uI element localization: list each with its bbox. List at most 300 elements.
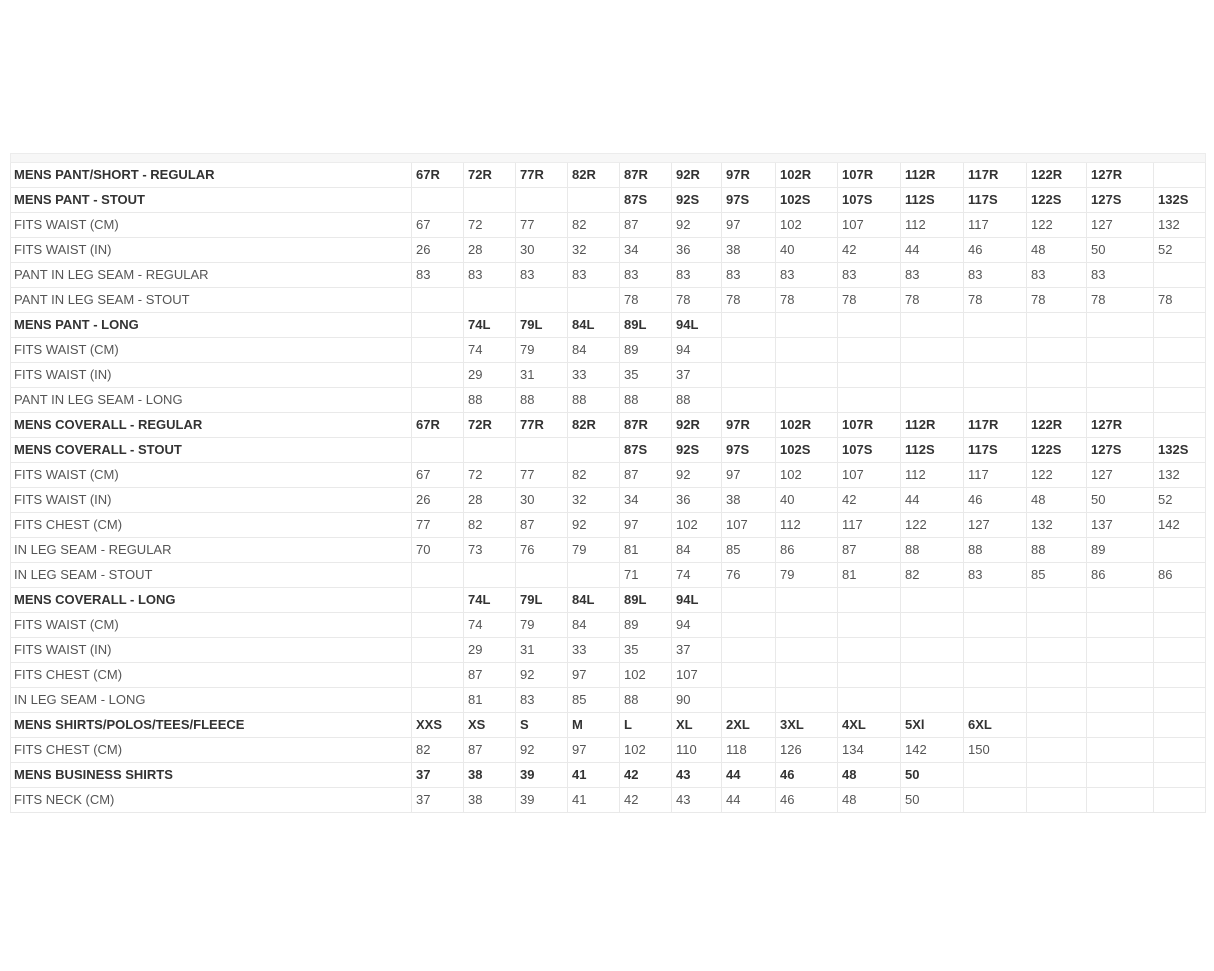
size-cell (901, 613, 964, 638)
size-cell: 110 (672, 738, 722, 763)
size-cell: 90 (672, 688, 722, 713)
size-cell: 92 (516, 663, 568, 688)
size-cell: 92 (516, 738, 568, 763)
row-label: MENS PANT - LONG (11, 313, 412, 338)
size-cell (901, 388, 964, 413)
table-row (11, 513, 1206, 538)
size-cell (412, 613, 464, 638)
size-cell (464, 188, 516, 213)
size-cell: 122S (1027, 438, 1087, 463)
size-cell (901, 688, 964, 713)
size-cell: 88 (1027, 538, 1087, 563)
size-cell: 102S (776, 438, 838, 463)
size-cell: 32 (568, 238, 620, 263)
size-cell: 46 (964, 488, 1027, 513)
size-cell: 72 (464, 213, 516, 238)
size-cell: 32 (568, 488, 620, 513)
table-header-strip-cell (11, 154, 1206, 163)
size-cell: 48 (1027, 238, 1087, 263)
row-label: FITS WAIST (CM) (11, 213, 412, 238)
size-cell (838, 638, 901, 663)
row-label: IN LEG SEAM - LONG (11, 688, 412, 713)
size-cell: 74L (464, 588, 516, 613)
size-cell (838, 588, 901, 613)
size-cell: 28 (464, 238, 516, 263)
size-cell: 83 (672, 263, 722, 288)
size-cell (412, 588, 464, 613)
row-label: MENS PANT - STOUT (11, 188, 412, 213)
row-label: FITS NECK (CM) (11, 788, 412, 813)
size-cell: 134 (838, 738, 901, 763)
size-cell: 117R (964, 163, 1027, 188)
size-cell (516, 288, 568, 313)
size-cell: 41 (568, 763, 620, 788)
size-cell: 84 (568, 338, 620, 363)
size-cell: 82 (901, 563, 964, 588)
size-cell: 81 (620, 538, 672, 563)
size-cell: 83 (964, 563, 1027, 588)
size-cell (1087, 363, 1154, 388)
size-cell: 85 (568, 688, 620, 713)
size-cell: 43 (672, 788, 722, 813)
size-cell (1154, 413, 1206, 438)
section-header-row (11, 713, 1206, 738)
size-cell (838, 688, 901, 713)
size-chart-table (10, 153, 1206, 813)
size-cell: 78 (672, 288, 722, 313)
size-cell (1087, 588, 1154, 613)
size-cell: 102R (776, 163, 838, 188)
size-cell: 83 (964, 263, 1027, 288)
size-chart-body (11, 163, 1206, 813)
size-cell (1027, 663, 1087, 688)
table-row (11, 463, 1206, 488)
size-cell: 70 (412, 538, 464, 563)
size-cell: 127R (1087, 413, 1154, 438)
row-label: IN LEG SEAM - STOUT (11, 563, 412, 588)
size-cell: 122 (1027, 213, 1087, 238)
size-cell (412, 563, 464, 588)
size-cell: 82 (568, 213, 620, 238)
size-cell (568, 563, 620, 588)
size-cell: 87 (620, 213, 672, 238)
size-cell: 78 (964, 288, 1027, 313)
size-cell (1154, 588, 1206, 613)
size-cell: 52 (1154, 238, 1206, 263)
size-cell (838, 313, 901, 338)
size-chart-section (10, 153, 1206, 813)
size-cell: 44 (901, 238, 964, 263)
size-cell: 36 (672, 238, 722, 263)
size-cell: 107 (838, 463, 901, 488)
table-row (11, 788, 1206, 813)
size-cell (1154, 713, 1206, 738)
size-cell (776, 388, 838, 413)
size-cell: 87S (620, 188, 672, 213)
size-cell: 88 (464, 388, 516, 413)
size-cell (964, 613, 1027, 638)
size-cell (901, 588, 964, 613)
size-cell: 107 (672, 663, 722, 688)
size-cell (1087, 688, 1154, 713)
size-cell (901, 363, 964, 388)
size-cell: 118 (722, 738, 776, 763)
row-label: FITS WAIST (CM) (11, 463, 412, 488)
size-cell: 84L (568, 313, 620, 338)
size-cell: 127S (1087, 188, 1154, 213)
size-cell: 50 (1087, 238, 1154, 263)
size-cell: 79 (568, 538, 620, 563)
size-cell (1027, 688, 1087, 713)
size-cell: 88 (964, 538, 1027, 563)
size-cell: 38 (464, 763, 516, 788)
size-cell: 46 (776, 788, 838, 813)
size-cell (1087, 313, 1154, 338)
row-label: FITS CHEST (CM) (11, 738, 412, 763)
size-cell (901, 663, 964, 688)
size-cell: 81 (838, 563, 901, 588)
row-label: PANT IN LEG SEAM - STOUT (11, 288, 412, 313)
size-cell (1154, 763, 1206, 788)
size-cell (1027, 588, 1087, 613)
size-cell: 83 (516, 263, 568, 288)
size-cell: 87 (838, 538, 901, 563)
size-cell: 87R (620, 413, 672, 438)
row-label: PANT IN LEG SEAM - LONG (11, 388, 412, 413)
size-cell: 87 (464, 738, 516, 763)
size-cell (776, 638, 838, 663)
size-cell: 132 (1154, 463, 1206, 488)
size-cell: 86 (776, 538, 838, 563)
size-cell: 67 (412, 213, 464, 238)
size-cell: 126 (776, 738, 838, 763)
size-cell (1087, 763, 1154, 788)
size-cell (516, 563, 568, 588)
size-cell: 88 (620, 688, 672, 713)
size-cell (776, 313, 838, 338)
size-cell: 38 (722, 238, 776, 263)
size-cell: 79L (516, 313, 568, 338)
size-cell: 107S (838, 188, 901, 213)
size-cell (722, 313, 776, 338)
size-cell: 117 (964, 463, 1027, 488)
size-cell: 107 (722, 513, 776, 538)
size-cell (464, 563, 516, 588)
size-cell: 89L (620, 588, 672, 613)
size-cell: 37 (412, 763, 464, 788)
size-cell: 97 (722, 213, 776, 238)
size-cell (776, 338, 838, 363)
size-cell: 78 (838, 288, 901, 313)
row-label: FITS WAIST (IN) (11, 488, 412, 513)
row-label: MENS COVERALL - REGULAR (11, 413, 412, 438)
size-cell: 34 (620, 238, 672, 263)
size-cell: 67 (412, 463, 464, 488)
section-header-row (11, 438, 1206, 463)
row-label: FITS WAIST (IN) (11, 638, 412, 663)
row-label: MENS COVERALL - STOUT (11, 438, 412, 463)
size-cell: 41 (568, 788, 620, 813)
row-label: MENS PANT/SHORT - REGULAR (11, 163, 412, 188)
size-cell (722, 688, 776, 713)
size-cell: 74 (464, 338, 516, 363)
size-cell: 83 (1087, 263, 1154, 288)
size-cell: 28 (464, 488, 516, 513)
size-cell: 94 (672, 613, 722, 638)
size-cell: 82R (568, 163, 620, 188)
table-row (11, 338, 1206, 363)
size-cell: 52 (1154, 488, 1206, 513)
size-cell (1154, 788, 1206, 813)
size-cell: M (568, 713, 620, 738)
size-cell (901, 313, 964, 338)
size-cell: 78 (620, 288, 672, 313)
size-cell (1154, 313, 1206, 338)
size-cell: 74L (464, 313, 516, 338)
size-cell: 132S (1154, 438, 1206, 463)
size-cell: 122R (1027, 163, 1087, 188)
size-cell: 150 (964, 738, 1027, 763)
row-label: MENS COVERALL - LONG (11, 588, 412, 613)
size-cell: 122S (1027, 188, 1087, 213)
size-cell (568, 188, 620, 213)
size-cell (838, 363, 901, 388)
size-cell (412, 663, 464, 688)
size-cell (412, 688, 464, 713)
size-cell (568, 288, 620, 313)
size-cell: 117 (964, 213, 1027, 238)
section-header-row (11, 313, 1206, 338)
size-cell: 35 (620, 363, 672, 388)
size-cell (776, 663, 838, 688)
size-cell (1087, 338, 1154, 363)
size-cell: 112S (901, 188, 964, 213)
size-cell: 88 (568, 388, 620, 413)
size-cell: 127R (1087, 163, 1154, 188)
size-cell: 72R (464, 163, 516, 188)
size-cell (838, 388, 901, 413)
size-cell: 77 (516, 463, 568, 488)
size-cell (901, 338, 964, 363)
size-cell: 112R (901, 413, 964, 438)
size-cell (1154, 263, 1206, 288)
size-cell: 50 (901, 788, 964, 813)
size-cell: 77R (516, 413, 568, 438)
size-cell: 117S (964, 188, 1027, 213)
size-cell: 3XL (776, 713, 838, 738)
size-cell: 77 (412, 513, 464, 538)
size-cell: 97S (722, 438, 776, 463)
size-cell: 107 (838, 213, 901, 238)
size-cell (838, 338, 901, 363)
size-cell: 37 (412, 788, 464, 813)
size-cell (412, 388, 464, 413)
size-cell: 83 (620, 263, 672, 288)
size-cell: 81 (464, 688, 516, 713)
size-cell: 127 (1087, 213, 1154, 238)
size-cell: 67R (412, 163, 464, 188)
size-cell: 107S (838, 438, 901, 463)
size-cell (1027, 763, 1087, 788)
size-cell: 72 (464, 463, 516, 488)
size-cell (1154, 738, 1206, 763)
size-cell: 122R (1027, 413, 1087, 438)
size-cell: 83 (901, 263, 964, 288)
size-cell: 117S (964, 438, 1027, 463)
table-row (11, 388, 1206, 413)
size-cell (412, 338, 464, 363)
size-cell: 78 (1027, 288, 1087, 313)
section-header-row (11, 163, 1206, 188)
size-cell (776, 613, 838, 638)
section-header-row (11, 413, 1206, 438)
size-cell: 132 (1154, 213, 1206, 238)
size-cell: 82 (412, 738, 464, 763)
size-cell (722, 613, 776, 638)
size-cell: 29 (464, 638, 516, 663)
size-cell: XXS (412, 713, 464, 738)
size-cell: 92 (568, 513, 620, 538)
size-cell (412, 313, 464, 338)
size-cell: 34 (620, 488, 672, 513)
size-cell (516, 438, 568, 463)
size-cell: 92S (672, 188, 722, 213)
size-cell: 107R (838, 413, 901, 438)
size-cell: 127 (1087, 463, 1154, 488)
table-row (11, 238, 1206, 263)
row-label: FITS WAIST (CM) (11, 338, 412, 363)
size-cell (776, 688, 838, 713)
section-header-row (11, 188, 1206, 213)
size-cell: 38 (464, 788, 516, 813)
table-row (11, 663, 1206, 688)
size-cell: 117 (838, 513, 901, 538)
size-cell: 67R (412, 413, 464, 438)
size-cell: 112 (901, 463, 964, 488)
size-cell (412, 638, 464, 663)
size-cell: 94L (672, 588, 722, 613)
size-cell (1087, 663, 1154, 688)
size-cell: 33 (568, 638, 620, 663)
size-cell: 50 (901, 763, 964, 788)
size-cell (1154, 663, 1206, 688)
size-cell (412, 363, 464, 388)
size-cell: 87 (620, 463, 672, 488)
row-label: FITS CHEST (CM) (11, 513, 412, 538)
size-cell (964, 688, 1027, 713)
size-cell: 79L (516, 588, 568, 613)
size-cell: 42 (620, 763, 672, 788)
size-cell (1087, 613, 1154, 638)
size-cell: 137 (1087, 513, 1154, 538)
size-cell: 107R (838, 163, 901, 188)
table-row (11, 488, 1206, 513)
size-cell: 78 (1154, 288, 1206, 313)
size-cell: 84 (672, 538, 722, 563)
size-cell (964, 588, 1027, 613)
size-cell: 88 (516, 388, 568, 413)
size-cell (464, 288, 516, 313)
size-cell: 127 (964, 513, 1027, 538)
size-cell: 122 (901, 513, 964, 538)
size-cell (412, 288, 464, 313)
size-cell: 74 (464, 613, 516, 638)
size-cell: 44 (901, 488, 964, 513)
size-cell (1027, 788, 1087, 813)
row-label: FITS WAIST (CM) (11, 613, 412, 638)
table-row (11, 288, 1206, 313)
size-cell: 86 (1154, 563, 1206, 588)
size-cell: 73 (464, 538, 516, 563)
size-cell: 102R (776, 413, 838, 438)
size-cell: 30 (516, 488, 568, 513)
size-cell: 79 (776, 563, 838, 588)
size-cell (722, 663, 776, 688)
size-cell (412, 188, 464, 213)
size-cell: 48 (838, 763, 901, 788)
size-cell: 37 (672, 638, 722, 663)
size-cell: 40 (776, 238, 838, 263)
size-cell: 87 (464, 663, 516, 688)
size-cell: 44 (722, 763, 776, 788)
size-cell (722, 388, 776, 413)
table-row (11, 738, 1206, 763)
size-cell: 77R (516, 163, 568, 188)
size-cell: 102 (672, 513, 722, 538)
size-cell (1087, 738, 1154, 763)
size-cell (964, 763, 1027, 788)
size-cell: 42 (620, 788, 672, 813)
size-cell: 102 (620, 738, 672, 763)
size-cell: 97 (620, 513, 672, 538)
size-cell: 97S (722, 188, 776, 213)
size-cell: 89L (620, 313, 672, 338)
size-cell (964, 663, 1027, 688)
size-cell: 87 (516, 513, 568, 538)
size-cell (964, 313, 1027, 338)
size-cell (464, 438, 516, 463)
size-cell (964, 363, 1027, 388)
table-row (11, 363, 1206, 388)
size-cell (1087, 788, 1154, 813)
size-cell (1027, 713, 1087, 738)
size-cell: 72R (464, 413, 516, 438)
size-cell: 83 (776, 263, 838, 288)
size-cell: 92S (672, 438, 722, 463)
size-cell: 30 (516, 238, 568, 263)
size-cell: 112R (901, 163, 964, 188)
size-cell: 79 (516, 613, 568, 638)
size-cell (1087, 638, 1154, 663)
size-cell: 97R (722, 413, 776, 438)
size-cell: 48 (1027, 488, 1087, 513)
size-cell (1154, 638, 1206, 663)
size-cell: 48 (838, 788, 901, 813)
size-cell: 82 (464, 513, 516, 538)
size-cell (1154, 688, 1206, 713)
size-cell: 89 (1087, 538, 1154, 563)
size-cell: 5Xl (901, 713, 964, 738)
size-cell: 112 (901, 213, 964, 238)
size-cell: 78 (776, 288, 838, 313)
size-cell: 46 (776, 763, 838, 788)
size-cell: 37 (672, 363, 722, 388)
size-cell (964, 788, 1027, 813)
size-cell (964, 338, 1027, 363)
size-cell (964, 388, 1027, 413)
size-cell: 39 (516, 763, 568, 788)
size-cell: 87S (620, 438, 672, 463)
